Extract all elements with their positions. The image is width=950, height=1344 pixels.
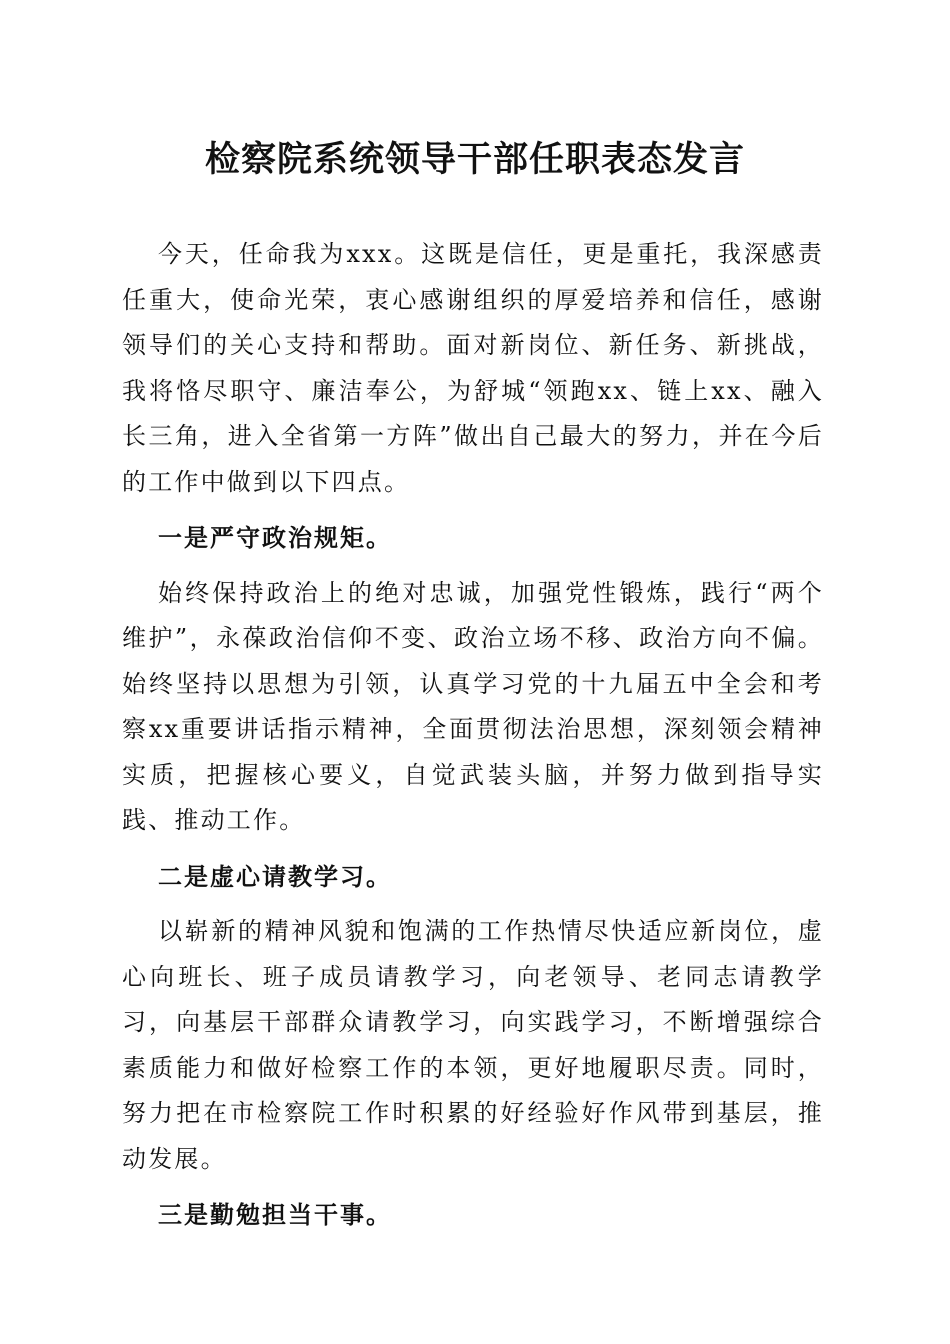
section-heading-1: 一是严守政治规矩。 [158, 523, 392, 552]
document-body [122, 232, 824, 1248]
document-title: 检察院系统领导干部任职表态发言 [204, 139, 745, 180]
section-heading-3: 三是勤勉担当干事。 [158, 1200, 392, 1229]
section-paragraph-1: 始终保持政治上的绝对忠诚，加强党性锻炼，践行“两个维护”，永葆政治信仰不变、政治立场不移、政治方向不偏。始终坚持以思想为引领，认真学习党的十九届五中全会和考察xx重要讲话指示精神，全面贯彻法治思想，深刻领会精神实质，把握核心要义，自觉武装头脑，并努力做到指导实践、推动工作。 [122, 578, 824, 834]
intro-paragraph: 今天，任命我为xxx。这既是信任，更是重托，我深感责任重大，使命光荣，衷心感谢组织的厚爱培养和信任，感谢领导们的关心支持和帮助。面对新岗位、新任务、新挑战，我将恪尽职守、廉洁奉公，为舒城“领跑xx、链上xx、融入长三角，进入全省第一方阵”做出自己最大的努力，并在今后的工作中做到以下四点。 [122, 240, 824, 496]
section-heading-2: 二是虚心请教学习。 [158, 861, 392, 891]
section-paragraph-2: 以崭新的精神风貌和饱满的工作热情尽快适应新岗位，虚心向班长、班子成员请教学习，向老领导、老同志请教学习，向基层干部群众请教学习，向实践学习，不断增强综合素质能力和做好检察工作的本领，更好地履职尽责。同时，努力把在市检察院工作时积累的好经验好作风带到基层，推动发展。 [122, 917, 824, 1173]
